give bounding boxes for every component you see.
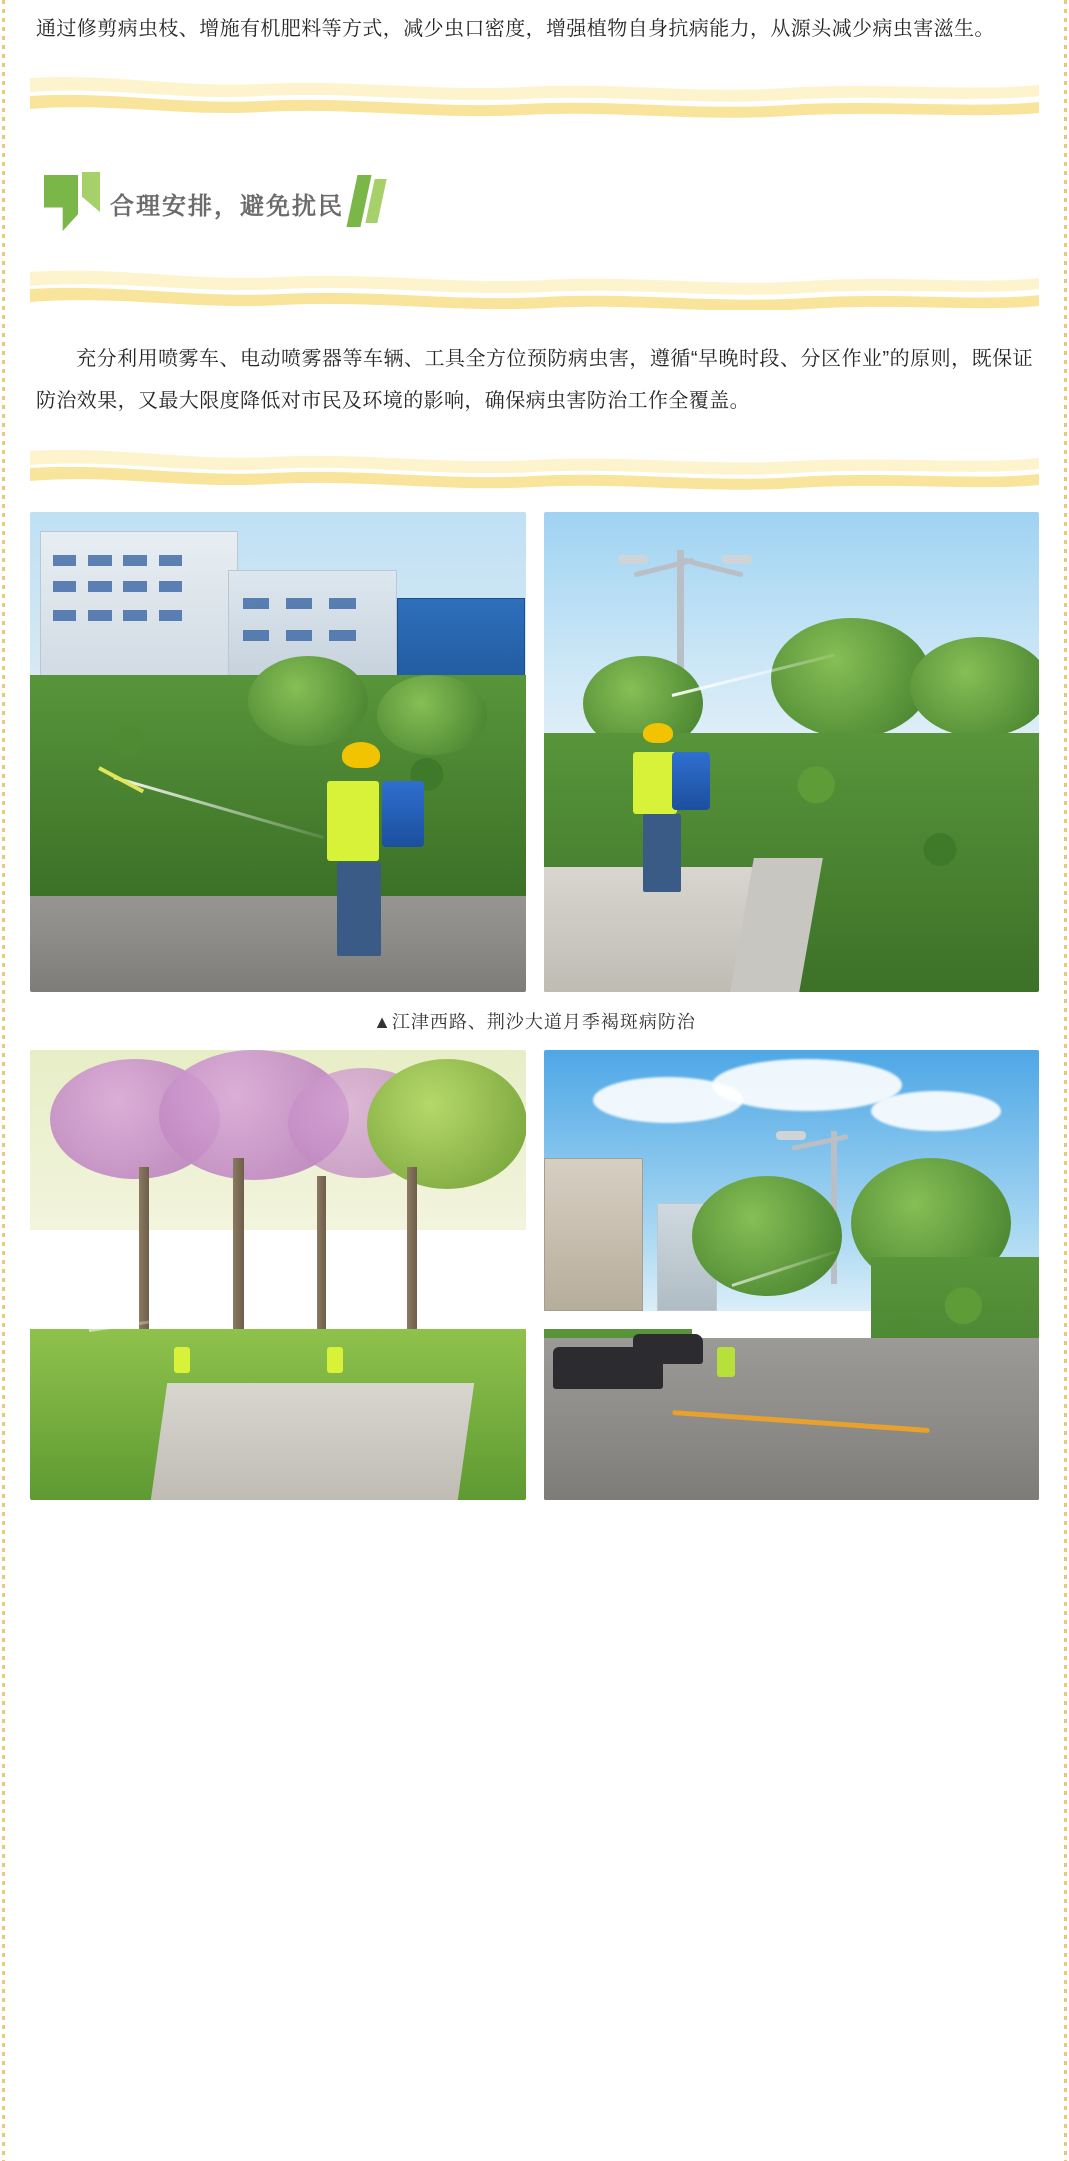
photo-4 [544,1050,1040,1500]
paragraph-second-text: 充分利用喷雾车、电动喷雾器等车辆、工具全方位预防病虫害，遵循“早晚时段、分区作业”的原则，既保证防治效果，又最大限度降低对市民及环境的影响，确保病虫害防治工作全覆盖。 [36,348,1033,412]
flag-right-icon [352,175,392,231]
photo-2 [544,512,1040,992]
paragraph-top: 通过修剪病虫枝、增施有机肥料等方式，减少虫口密度，增强植物自身抗病能力，从源头减少病虫害滋生。 [36,18,995,40]
photo-group-2 [0,1050,1069,1500]
divider-wave-2 [30,264,1039,310]
page-edge-left [2,0,5,2161]
photo-1 [30,512,526,992]
divider-wave-1 [30,72,1039,118]
flag-left-secondary-icon [82,172,100,212]
photo-group-1 [0,512,1069,992]
page-edge-right [1064,0,1067,2161]
photo-3 [30,1050,526,1500]
paragraph-second [0,338,1069,422]
section-heading [0,164,1069,242]
divider-wave-3 [30,444,1039,490]
photo-group-1-caption: ▲江津西路、荆沙大道月季褐斑病防治 [373,1012,696,1032]
flag-left-icon [44,175,78,231]
section-heading-label: 合理安排，避免扰民 [110,192,344,220]
